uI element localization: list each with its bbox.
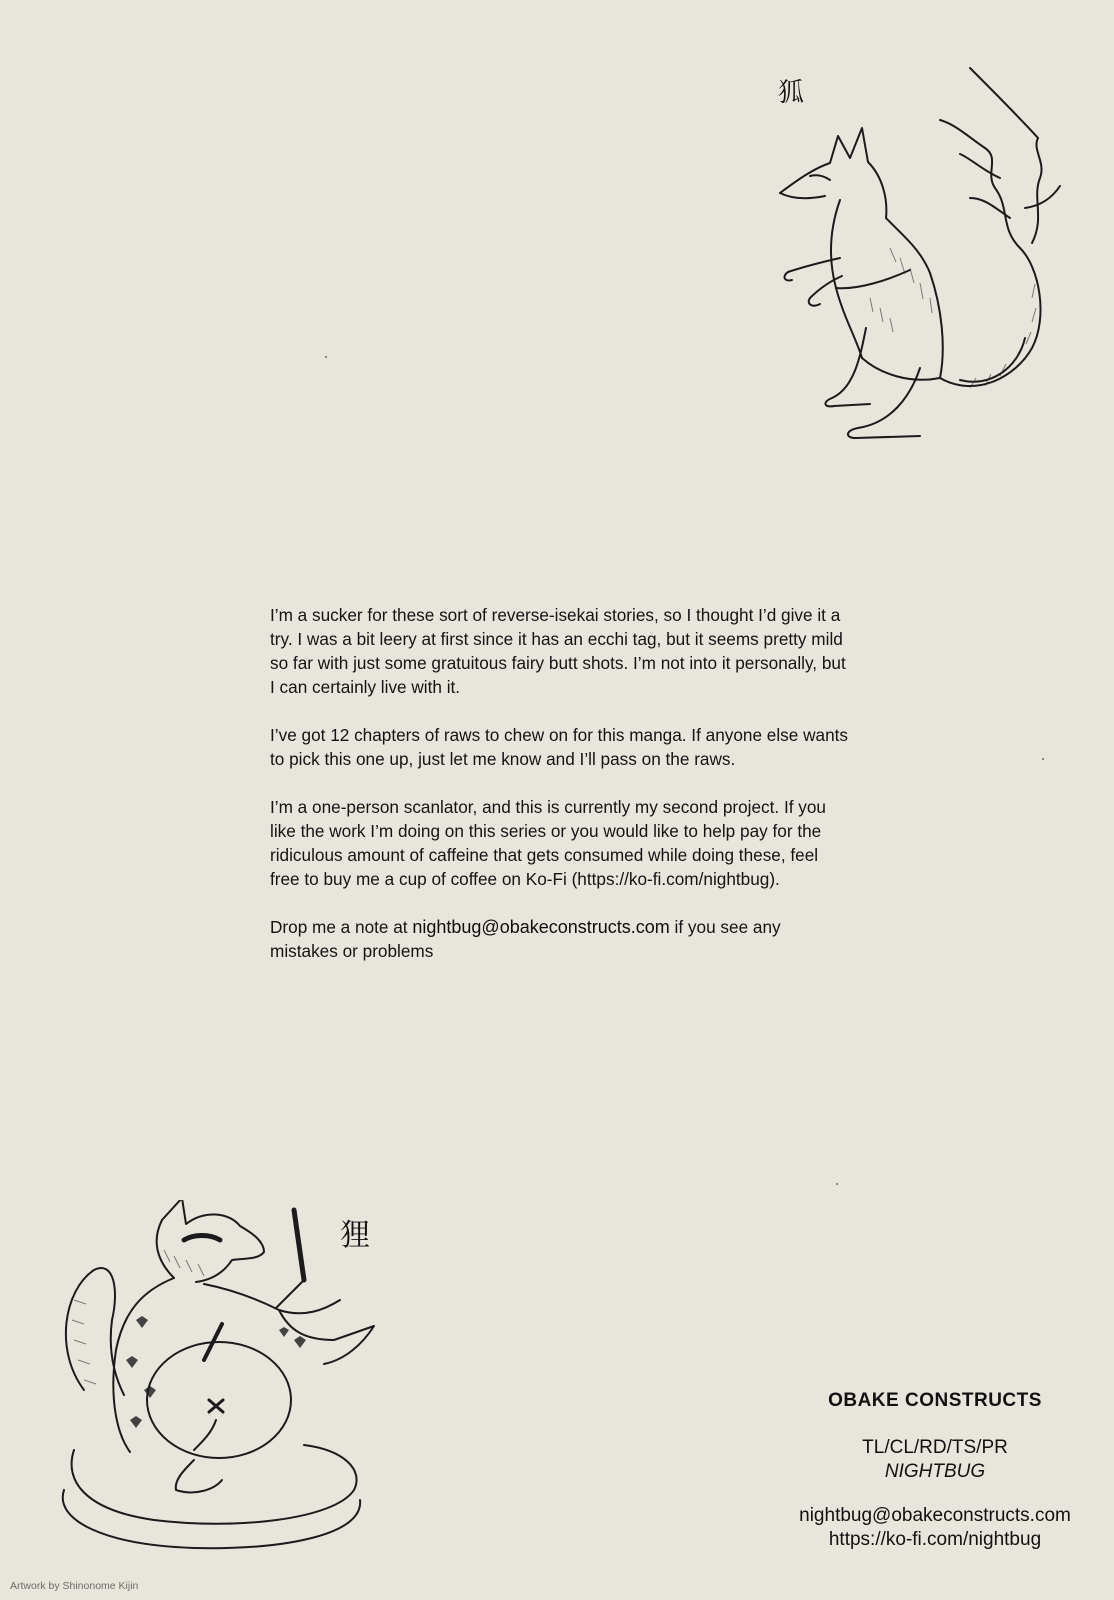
notes-paragraph-4	[270, 915, 850, 963]
credit-email[interactable]: nightbug@obakeconstructs.com	[799, 1505, 1071, 1526]
notes-paragraph-1: I’m a sucker for these sort of reverse-isekai stories, so I thought I’d give it a try. I was a bit leery at first since it has an ecchi tag, but it seems pretty mild so far with just some gratuitous fairy butt shots. I’m not into it personally, but I can certainly live with it.	[270, 605, 846, 697]
credit-kofi-link[interactable]: https://ko-fi.com/nightbug	[828, 1529, 1042, 1550]
fox-illustration	[770, 58, 1070, 458]
paper-speck	[325, 356, 327, 358]
notes-contact-prefix: Drop me a note at	[270, 917, 413, 937]
paper-speck	[1042, 758, 1044, 760]
tanuki-illustration	[44, 1200, 394, 1560]
notes-contact-suffix: if you see any mistakes or problems	[270, 917, 781, 961]
translator-notes	[270, 603, 850, 987]
group-name: OBAKE CONSTRUCTS	[828, 1390, 1042, 1411]
notes-contact-email[interactable]: nightbug@obakeconstructs.com	[412, 917, 670, 937]
credits-block	[770, 1390, 1100, 1552]
tanuki-kanji-label: 狸	[340, 1218, 370, 1253]
credit-roles: TL/CL/RD/TS/PR	[862, 1437, 1008, 1458]
fox-kanji-label: 狐	[778, 78, 805, 108]
credit-member: NIGHTBUG	[884, 1461, 986, 1482]
artwork-credit: Artwork by Shinonome Kijin	[10, 1580, 139, 1592]
paper-speck	[836, 1183, 838, 1185]
notes-paragraph-2: I’ve got 12 chapters of raws to chew on for this manga. If anyone else wants to pick this one up, just let me know and I’ll pass on the raws.	[270, 725, 849, 769]
notes-paragraph-3: I’m a one-person scanlator, and this is currently my second project. If you like the work I’m doing on this series or you would like to help pay for the ridiculous amount of caffeine that gets consumed while doing these, feel free to buy me a cup of coffee on Ko-Fi (https://ko-fi.com/nightbug).	[270, 797, 826, 889]
